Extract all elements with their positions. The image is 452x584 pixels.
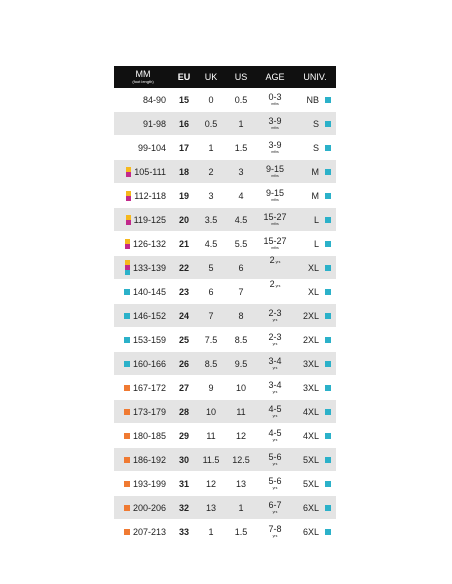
cell-age <box>256 160 294 183</box>
cell-age-value: 15-27 <box>263 235 287 246</box>
teal-marker-icon <box>325 337 331 343</box>
color-marker-stack <box>126 167 131 177</box>
cell-univ <box>294 160 336 183</box>
cell-mm-value: 84-90 <box>142 94 166 105</box>
cell-eu: 31 <box>178 478 189 489</box>
cell-univ <box>294 256 336 279</box>
cell-uk: 11 <box>206 430 216 441</box>
cell-eu: 18 <box>178 166 189 177</box>
cell-age-value: 5-6 <box>268 475 282 486</box>
cell-eu: 25 <box>178 334 189 345</box>
cell-univ <box>294 184 336 207</box>
cell-us: 11 <box>236 406 246 417</box>
cell-uk: 1 <box>208 142 214 153</box>
teal-marker-icon <box>325 241 331 247</box>
cell-univ-value: S <box>312 118 319 129</box>
teal-marker-icon <box>325 409 331 415</box>
cell-age-value: 7-8 <box>268 523 282 534</box>
cell-us: 9.5 <box>234 358 248 369</box>
header-univ: UNIV. <box>303 72 327 82</box>
cell-mm <box>114 352 172 375</box>
cell-mm-value: 119-125 <box>133 214 166 225</box>
table-row <box>114 400 336 424</box>
cell-mm-value: 153-159 <box>132 334 166 345</box>
cell-age-value: 4-5 <box>268 403 282 414</box>
cell-mm-value: 99-104 <box>137 142 166 153</box>
cell-age <box>256 208 294 231</box>
cyan-marker-icon <box>124 289 130 295</box>
table-row <box>114 112 336 136</box>
cell-uk: 0 <box>208 94 214 105</box>
cell-age-value: 15-27 <box>263 211 287 222</box>
cell-univ-value: 3XL <box>302 382 319 393</box>
cell-univ <box>294 112 336 135</box>
orange-marker-icon <box>124 457 130 463</box>
table-row <box>114 232 336 256</box>
cell-univ <box>294 304 336 327</box>
cell-us: 12 <box>235 430 246 441</box>
cell-eu: 19 <box>178 190 189 201</box>
cell-univ-value: S <box>312 142 319 153</box>
cell-age-unit: yrs <box>272 413 278 418</box>
cell-eu: 33 <box>178 526 189 537</box>
cell-us: 4.5 <box>234 214 248 225</box>
table-row <box>114 328 336 352</box>
cell-mm-value: 167-172 <box>132 382 166 393</box>
cell-age-unit: mths <box>271 125 279 130</box>
cell-us: 12.5 <box>232 454 250 465</box>
cell-mm-value: 160-166 <box>132 358 166 369</box>
cell-age <box>256 184 294 207</box>
cyan-marker-icon <box>124 361 130 367</box>
cell-mm <box>114 496 172 519</box>
table-row <box>114 88 336 112</box>
cell-age-unit: yrs <box>272 317 278 322</box>
cell-age <box>256 352 294 375</box>
cell-univ <box>294 448 336 471</box>
cell-age-unit: yrs <box>272 533 278 538</box>
teal-marker-icon <box>325 97 331 103</box>
cell-age-unit: yrs <box>272 485 278 490</box>
cell-us: 8 <box>238 310 244 321</box>
cell-mm-value: 173-179 <box>132 406 166 417</box>
cell-mm <box>114 520 172 543</box>
table-row <box>114 448 336 472</box>
cell-mm <box>114 400 172 423</box>
color-marker-stack <box>126 215 131 225</box>
orange-marker-icon <box>124 529 130 535</box>
table-row <box>114 208 336 232</box>
cell-us: 1.5 <box>234 526 248 537</box>
table-row <box>114 160 336 184</box>
header-mm-sublabel: (foot length) <box>132 79 154 84</box>
cell-mm <box>114 328 172 351</box>
cell-us: 4 <box>238 190 244 201</box>
cell-univ-value: XL <box>307 286 319 297</box>
cell-univ <box>294 328 336 351</box>
cell-eu: 22 <box>178 262 189 273</box>
cell-univ <box>294 88 336 111</box>
header-eu: EU <box>177 72 191 82</box>
size-chart-table <box>114 66 336 544</box>
cell-us: 0.5 <box>234 94 248 105</box>
cell-univ <box>294 472 336 495</box>
cell-age <box>256 376 294 399</box>
cell-age-value: 9-15 <box>265 187 284 198</box>
cell-eu: 30 <box>178 454 189 465</box>
table-row <box>114 472 336 496</box>
cyan-marker-icon <box>124 313 130 319</box>
magenta-marker-icon <box>126 196 131 201</box>
cell-uk: 7.5 <box>204 334 218 345</box>
table-header <box>114 66 336 88</box>
cell-eu: 32 <box>178 502 189 513</box>
teal-marker-icon <box>325 145 331 151</box>
teal-marker-icon <box>325 265 331 271</box>
cell-uk: 11.5 <box>202 454 220 465</box>
magenta-marker-icon <box>125 244 130 249</box>
cell-eu: 27 <box>178 382 189 393</box>
cell-mm-value: 91-98 <box>142 118 166 129</box>
table-row <box>114 352 336 376</box>
cell-age-unit: yrs <box>272 437 278 442</box>
cell-us: 10 <box>235 382 246 393</box>
teal-marker-icon <box>325 169 331 175</box>
cell-univ-value: 3XL <box>302 358 319 369</box>
cell-mm <box>114 112 172 135</box>
teal-marker-icon <box>325 481 331 487</box>
cell-us: 13 <box>235 478 246 489</box>
header-mm <box>114 66 172 88</box>
cell-univ <box>294 208 336 231</box>
cell-univ-value: M <box>311 166 319 177</box>
teal-marker-icon <box>325 193 331 199</box>
cell-age-value: 5-6 <box>268 451 282 462</box>
teal-marker-icon <box>325 217 331 223</box>
cell-mm <box>114 424 172 447</box>
cell-mm-value: 126-132 <box>132 238 166 249</box>
table-row <box>114 184 336 208</box>
cell-univ <box>294 376 336 399</box>
cell-mm-value: 105-111 <box>134 166 166 177</box>
orange-marker-icon <box>124 505 130 511</box>
cell-eu: 24 <box>178 310 189 321</box>
cell-age <box>256 304 294 327</box>
orange-marker-icon <box>124 409 130 415</box>
color-marker-stack <box>125 239 130 249</box>
cyan-marker-icon <box>124 337 130 343</box>
cell-mm <box>114 184 172 207</box>
table-row <box>114 424 336 448</box>
cell-uk: 3 <box>208 190 214 201</box>
cell-univ-value: NB <box>306 94 319 105</box>
cell-univ <box>294 352 336 375</box>
cell-age-unit: yrs <box>275 284 281 288</box>
cell-mm <box>114 304 172 327</box>
cell-age-unit: yrs <box>272 509 278 514</box>
cell-age-unit: mths <box>271 245 279 250</box>
color-marker-stack <box>125 260 130 275</box>
cell-age-unit: yrs <box>272 365 278 370</box>
cell-univ <box>294 232 336 255</box>
cell-mm <box>114 280 172 303</box>
table-row <box>114 496 336 520</box>
cell-age <box>256 280 294 303</box>
cell-mm-value: 133-139 <box>132 262 166 273</box>
cell-us: 5.5 <box>234 238 248 249</box>
cell-age-unit: yrs <box>272 461 278 466</box>
cell-mm <box>114 472 172 495</box>
cell-univ-value: L <box>313 214 319 225</box>
cell-uk: 4.5 <box>204 238 218 249</box>
orange-marker-icon <box>124 433 130 439</box>
cell-univ-value: 2XL <box>302 334 319 345</box>
cell-age-value: 2-3 <box>268 307 282 318</box>
cell-age <box>256 328 294 351</box>
header-age: AGE <box>265 71 285 82</box>
cell-uk: 2 <box>208 166 214 177</box>
cell-mm <box>114 208 172 231</box>
cell-eu: 28 <box>178 406 189 417</box>
cell-mm-value: 146-152 <box>132 310 166 321</box>
cell-age <box>256 520 294 543</box>
cell-age-value: 9-15 <box>265 163 284 174</box>
cell-age-unit: yrs <box>272 341 278 346</box>
cell-uk: 0.5 <box>204 118 218 129</box>
cell-univ <box>294 136 336 159</box>
teal-marker-icon <box>325 505 331 511</box>
table-row <box>114 136 336 160</box>
cell-age-value: 3-9 <box>268 139 282 150</box>
cell-age-value: 3-9 <box>268 115 282 126</box>
cell-age-unit: mths <box>271 101 279 106</box>
cell-us: 1 <box>238 118 244 129</box>
cell-univ-value: L <box>313 238 319 249</box>
cell-age <box>256 88 294 111</box>
cell-age-value: 2 <box>269 255 275 265</box>
cell-us: 1 <box>238 502 244 513</box>
magenta-marker-icon <box>126 172 131 177</box>
cell-univ-value: M <box>311 190 319 201</box>
teal-marker-icon <box>325 121 331 127</box>
cell-uk: 5 <box>208 262 214 273</box>
cell-univ-value: 5XL <box>302 454 319 465</box>
cell-univ <box>294 400 336 423</box>
header-mm-label: MM <box>135 69 151 79</box>
teal-marker-icon <box>325 529 331 535</box>
header-us: US <box>234 72 248 82</box>
cell-age <box>256 136 294 159</box>
cyan-marker-icon <box>125 270 130 275</box>
cell-age-value: 0-3 <box>268 91 282 102</box>
cell-age <box>256 448 294 471</box>
orange-marker-icon <box>124 385 130 391</box>
cell-univ-value: 4XL <box>302 406 319 417</box>
table-row <box>114 280 336 304</box>
teal-marker-icon <box>325 361 331 367</box>
cell-univ-value: 2XL <box>302 310 319 321</box>
orange-marker-icon <box>124 481 130 487</box>
cell-uk: 3.5 <box>204 214 218 225</box>
cell-uk: 10 <box>205 406 216 417</box>
teal-marker-icon <box>325 289 331 295</box>
table-row <box>114 520 336 544</box>
cell-eu: 23 <box>178 286 189 297</box>
cell-uk: 6 <box>208 286 214 297</box>
cell-age-value: 2-3 <box>268 331 282 342</box>
cell-univ-value: 6XL <box>302 526 319 537</box>
cell-age-unit: mths <box>271 221 279 226</box>
cell-eu: 16 <box>178 118 189 129</box>
cell-eu: 17 <box>178 142 189 153</box>
table-row <box>114 304 336 328</box>
teal-marker-icon <box>325 433 331 439</box>
cell-age-unit: yrs <box>272 389 278 394</box>
teal-marker-icon <box>325 457 331 463</box>
cell-age-value: 4-5 <box>268 427 282 438</box>
teal-marker-icon <box>325 313 331 319</box>
cell-us: 6 <box>238 262 244 273</box>
cell-univ <box>294 520 336 543</box>
cell-mm-value: 112-118 <box>134 190 166 201</box>
cell-mm <box>114 160 172 183</box>
cell-uk: 7 <box>208 310 214 321</box>
cell-univ-value: 5XL <box>302 478 319 489</box>
cell-uk: 9 <box>208 382 214 393</box>
cell-age <box>256 424 294 447</box>
cell-age-unit: mths <box>271 149 279 154</box>
cell-uk: 1 <box>208 526 214 537</box>
cell-univ <box>294 496 336 519</box>
cell-univ-value: XL <box>307 262 319 273</box>
cell-mm-value: 200-206 <box>132 502 166 513</box>
magenta-marker-icon <box>126 220 131 225</box>
cell-us: 1.5 <box>234 142 248 153</box>
cell-age-value: 2 <box>269 279 275 289</box>
cell-univ-value: 6XL <box>302 502 319 513</box>
cell-mm-value: 180-185 <box>132 430 166 441</box>
cell-age-unit: yrs <box>275 260 281 264</box>
table-row <box>114 376 336 400</box>
header-uk: UK <box>204 72 218 82</box>
cell-age <box>256 496 294 519</box>
cell-mm <box>114 88 172 111</box>
cell-uk: 13 <box>205 502 216 513</box>
cell-age <box>256 400 294 423</box>
cell-mm-value: 193-199 <box>132 478 166 489</box>
cell-mm <box>114 376 172 399</box>
cell-mm <box>114 448 172 471</box>
cell-us: 7 <box>238 286 244 297</box>
cell-age-value: 6-7 <box>268 499 282 510</box>
cell-age <box>256 472 294 495</box>
cell-mm <box>114 136 172 159</box>
cell-uk: 8.5 <box>204 358 218 369</box>
cell-eu: 15 <box>178 94 189 105</box>
cell-univ-value: 4XL <box>302 430 319 441</box>
cell-mm-value: 207-213 <box>132 526 166 537</box>
cell-eu: 29 <box>178 430 189 441</box>
cell-eu: 21 <box>178 238 189 249</box>
teal-marker-icon <box>325 385 331 391</box>
cell-eu: 26 <box>178 358 189 369</box>
cell-age <box>256 256 294 279</box>
table-row <box>114 256 336 280</box>
cell-age <box>256 112 294 135</box>
cell-univ <box>294 280 336 303</box>
cell-uk: 12 <box>205 478 216 489</box>
cell-mm <box>114 256 172 279</box>
cell-mm <box>114 232 172 255</box>
cell-univ <box>294 424 336 447</box>
cell-mm-value: 186-192 <box>132 454 166 465</box>
color-marker-stack <box>126 191 131 201</box>
cell-age-value: 3-4 <box>268 379 282 390</box>
cell-mm-value: 140-145 <box>132 286 166 297</box>
cell-age <box>256 232 294 255</box>
cell-us: 8.5 <box>234 334 248 345</box>
cell-eu: 20 <box>178 214 189 225</box>
cell-age-unit: mths <box>271 197 279 202</box>
table-body <box>114 88 336 544</box>
cell-age-unit: mths <box>271 173 279 178</box>
cell-age-value: 3-4 <box>268 355 282 366</box>
cell-us: 3 <box>238 166 244 177</box>
